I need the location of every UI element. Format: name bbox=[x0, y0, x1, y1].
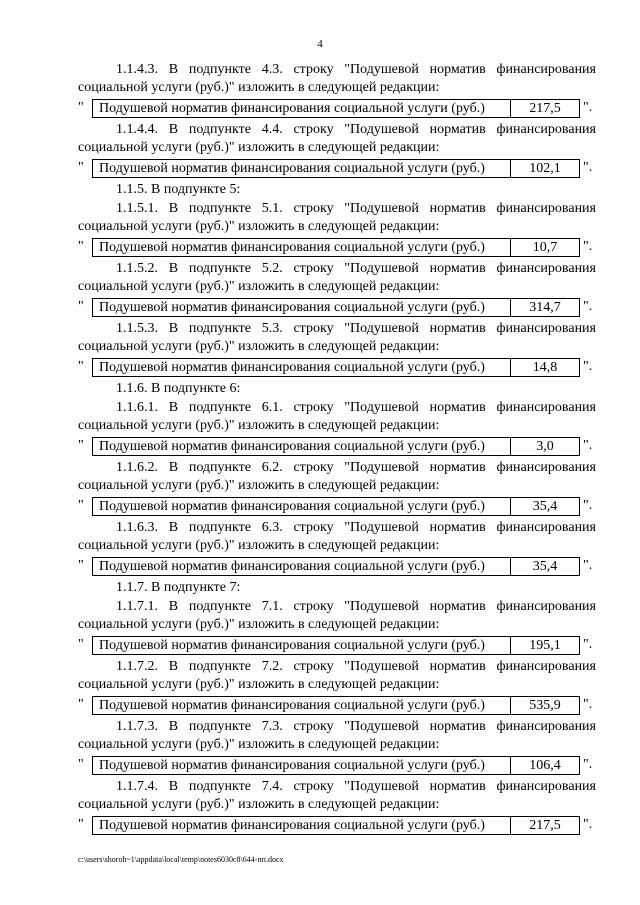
amendment-table bbox=[92, 437, 580, 456]
amendment-table-value: 217,5 bbox=[529, 818, 561, 833]
amendment-table-value: 535,9 bbox=[529, 698, 561, 713]
opening-quote: " bbox=[78, 359, 84, 374]
page-number: 4 bbox=[317, 38, 323, 50]
amendment-table-label: Подушевой норматив финансирования социальной услуги (руб.) bbox=[93, 817, 511, 834]
closing-quote: ". bbox=[583, 498, 593, 513]
closing-quote: ". bbox=[583, 299, 593, 314]
paragraph: 1.1.6.3. В подпункте 6.3. строку "Подушевой норматив финансирования социальной услуги (руб.)" изложить в следующей редакции: bbox=[78, 520, 596, 553]
opening-quote: " bbox=[78, 498, 84, 513]
paragraph: 1.1.5.1. В подпункте 5.1. строку "Подушевой норматив финансирования социальной услуги (руб.)" изложить в следующей редакции: bbox=[78, 201, 596, 234]
amendment-table-label: Подушевой норматив финансирования социальной услуги (руб.) bbox=[93, 498, 511, 515]
amendment-table bbox=[92, 238, 580, 257]
amendment-table-label: Подушевой норматив финансирования социальной услуги (руб.) bbox=[93, 160, 511, 177]
amendment-table bbox=[92, 696, 580, 715]
amendment-row bbox=[78, 157, 596, 180]
amendment-table-label: Подушевой норматив финансирования социальной услуги (руб.) bbox=[93, 558, 511, 575]
paragraph: 1.1.4.4. В подпункте 4.4. строку "Подушевой норматив финансирования социальной услуги (руб.)" изложить в следующей редакции: bbox=[78, 122, 596, 155]
section-heading: 1.1.7. В подпункте 7: bbox=[116, 580, 241, 595]
amendment-table-label: Подушевой норматив финансирования социальной услуги (руб.) bbox=[93, 359, 511, 376]
amendment-table bbox=[92, 816, 580, 835]
amendment-row bbox=[78, 97, 596, 120]
opening-quote: " bbox=[78, 299, 84, 314]
opening-quote: " bbox=[78, 100, 84, 115]
amendment-table-label: Подушевой норматив финансирования социальной услуги (руб.) bbox=[93, 697, 511, 714]
document-body bbox=[78, 61, 596, 838]
closing-quote: ". bbox=[583, 438, 593, 453]
closing-quote: ". bbox=[583, 558, 593, 573]
opening-quote: " bbox=[78, 817, 84, 832]
paragraph: 1.1.6.1. В подпункте 6.1. строку "Подушевой норматив финансирования социальной услуги (руб.)" изложить в следующей редакции: bbox=[78, 400, 596, 433]
paragraph: 1.1.7.2. В подпункте 7.2. строку "Подушевой норматив финансирования социальной услуги (руб.)" изложить в следующей редакции: bbox=[78, 659, 596, 692]
amendment-row bbox=[78, 296, 596, 319]
opening-quote: " bbox=[78, 438, 84, 453]
amendment-table-label: Подушевой норматив финансирования социальной услуги (руб.) bbox=[93, 757, 511, 774]
paragraph: 1.1.5.3. В подпункте 5.3. строку "Подушевой норматив финансирования социальной услуги (руб.)" изложить в следующей редакции: bbox=[78, 321, 596, 354]
paragraph: 1.1.5.2. В подпункте 5.2. строку "Подушевой норматив финансирования социальной услуги (руб.)" изложить в следующей редакции: bbox=[78, 261, 596, 294]
amendment-row bbox=[78, 495, 596, 518]
amendment-table-value: 217,5 bbox=[529, 101, 561, 116]
amendment-table-value: 106,4 bbox=[529, 758, 561, 773]
amendment-row bbox=[78, 356, 596, 379]
opening-quote: " bbox=[78, 239, 84, 254]
paragraph: 1.1.7.4. В подпункте 7.4. строку "Подушевой норматив финансирования социальной услуги (руб.)" изложить в следующей редакции: bbox=[78, 779, 596, 812]
amendment-table bbox=[92, 497, 580, 516]
amendment-table bbox=[92, 159, 580, 178]
amendment-row bbox=[78, 555, 596, 578]
amendment-row bbox=[78, 814, 596, 837]
amendment-table bbox=[92, 298, 580, 317]
paragraph: 1.1.4.3. В подпункте 4.3. строку "Подушевой норматив финансирования социальной услуги (руб.)" изложить в следующей редакции: bbox=[78, 62, 596, 95]
amendment-table-value: 10,7 bbox=[532, 240, 558, 255]
section-heading: 1.1.5. В подпункте 5: bbox=[116, 182, 241, 197]
amendment-table-value: 35,4 bbox=[532, 559, 558, 574]
amendment-table bbox=[92, 358, 580, 377]
amendment-table-value: 14,8 bbox=[532, 360, 558, 375]
closing-quote: ". bbox=[583, 817, 593, 832]
closing-quote: ". bbox=[583, 239, 593, 254]
closing-quote: ". bbox=[583, 100, 593, 115]
amendment-table bbox=[92, 557, 580, 576]
closing-quote: ". bbox=[583, 757, 593, 772]
opening-quote: " bbox=[78, 697, 84, 712]
amendment-table-label: Подушевой норматив финансирования социальной услуги (руб.) bbox=[93, 100, 511, 117]
amendment-row bbox=[78, 634, 596, 657]
amendment-table bbox=[92, 756, 580, 775]
amendment-table-value: 102,1 bbox=[529, 161, 561, 176]
amendment-table bbox=[92, 636, 580, 655]
amendment-table-value: 3,0 bbox=[536, 439, 554, 454]
amendment-table-value: 195,1 bbox=[529, 638, 561, 653]
section-heading: 1.1.6. В подпункте 6: bbox=[116, 381, 241, 396]
amendment-table-label: Подушевой норматив финансирования социальной услуги (руб.) bbox=[93, 239, 511, 256]
closing-quote: ". bbox=[583, 160, 593, 175]
amendment-table-value: 314,7 bbox=[529, 300, 561, 315]
amendment-table-label: Подушевой норматив финансирования социальной услуги (руб.) bbox=[93, 637, 511, 654]
paragraph: 1.1.6.2. В подпункте 6.2. строку "Подушевой норматив финансирования социальной услуги (руб.)" изложить в следующей редакции: bbox=[78, 460, 596, 493]
closing-quote: ". bbox=[583, 637, 593, 652]
closing-quote: ". bbox=[583, 359, 593, 374]
amendment-row bbox=[78, 435, 596, 458]
closing-quote: ". bbox=[583, 697, 593, 712]
opening-quote: " bbox=[78, 757, 84, 772]
amendment-table-label: Подушевой норматив финансирования социальной услуги (руб.) bbox=[93, 299, 511, 316]
opening-quote: " bbox=[78, 637, 84, 652]
amendment-row bbox=[78, 754, 596, 777]
amendment-row bbox=[78, 236, 596, 259]
paragraph: 1.1.7.1. В подпункте 7.1. строку "Подушевой норматив финансирования социальной услуги (руб.)" изложить в следующей редакции: bbox=[78, 599, 596, 632]
opening-quote: " bbox=[78, 160, 84, 175]
footer-file-path: c:\users\shoroh~1\appdata\local\temp\notes6030c8\644-пп.docx bbox=[78, 855, 284, 864]
amendment-table-value: 35,4 bbox=[532, 499, 558, 514]
amendment-row bbox=[78, 694, 596, 717]
opening-quote: " bbox=[78, 558, 84, 573]
amendment-table-label: Подушевой норматив финансирования социальной услуги (руб.) bbox=[93, 438, 511, 455]
paragraph: 1.1.7.3. В подпункте 7.3. строку "Подушевой норматив финансирования социальной услуги (руб.)" изложить в следующей редакции: bbox=[78, 719, 596, 752]
amendment-table bbox=[92, 99, 580, 118]
